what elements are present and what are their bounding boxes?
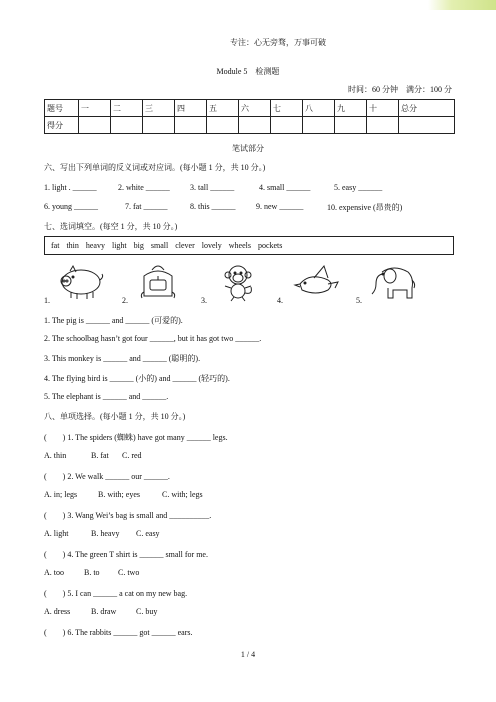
fill-sentence: 4. The flying bird is ______ (小的) and ______ (轻巧的).	[44, 374, 230, 383]
mc-question: ( ) 6. The rabbits ______ got ______ ears.	[44, 628, 193, 637]
section6-item: 10. expensive (昂贵的)	[327, 203, 403, 212]
score-cell: 三	[143, 100, 175, 117]
score-cell: 七	[271, 100, 303, 117]
mc-option: B. heavy	[91, 529, 120, 538]
score-cell: 八	[303, 100, 335, 117]
score-cell: 十	[367, 100, 399, 117]
section6-item: 1. light . ______	[44, 183, 97, 192]
score-cell: 六	[239, 100, 271, 117]
corner-decoration	[428, 0, 496, 10]
section6-item: 4. small ______	[259, 183, 311, 192]
section6-item: 6. young ______	[44, 202, 98, 211]
pig-icon	[53, 262, 105, 302]
section7-heading: 七、选词填空。(每空 1 分，共 10 分。)	[44, 222, 178, 231]
picture-label: 2.	[122, 296, 128, 305]
picture-label: 5.	[356, 296, 362, 305]
mc-question: ( ) 5. I can ______ a cat on my new bag.	[44, 589, 188, 598]
score-input-cell[interactable]	[111, 117, 143, 134]
word-bank: fat thin heavy light big small clever lovely wheels pockets	[44, 236, 454, 255]
score-cell: 总分	[399, 100, 455, 117]
score-cell: 二	[111, 100, 143, 117]
score-cell: 题号	[45, 100, 79, 117]
fill-sentence: 2. The schoolbag hasn’t got four ______, but it has got two ______.	[44, 334, 262, 343]
section6-heading: 六、写出下列单词的反义词或对应词。(每小题 1 分，共 10 分。)	[44, 163, 266, 172]
elephant-icon	[368, 262, 420, 302]
score-input-cell[interactable]	[143, 117, 175, 134]
mc-question: ( ) 3. Wang Wei’s bag is small and __________.	[44, 511, 212, 520]
score-input-cell[interactable]	[399, 117, 455, 134]
mc-option: B. with; eyes	[98, 490, 140, 499]
score-cell: 五	[207, 100, 239, 117]
mc-option: B. to	[84, 568, 100, 577]
mc-option: B. draw	[91, 607, 117, 616]
fill-sentence: 3. This monkey is ______ and ______ (聪明的).	[44, 354, 201, 363]
mc-question: ( ) 4. The green T shirt is ______ small for me.	[44, 550, 208, 559]
schoolbag-icon	[132, 262, 184, 302]
mc-option: A. light	[44, 529, 69, 538]
mc-question: ( ) 2. We walk ______ our ______.	[44, 472, 170, 481]
score-input-cell[interactable]	[175, 117, 207, 134]
written-part-label: 笔试部分	[232, 144, 264, 153]
mc-option: C. with; legs	[162, 490, 203, 499]
mc-question: ( ) 1. The spiders (蜘蛛) have got many ______ legs.	[44, 433, 228, 442]
picture-label: 4.	[277, 296, 283, 305]
mc-option: A. too	[44, 568, 64, 577]
score-input-cell[interactable]	[303, 117, 335, 134]
fill-sentence: 1. The pig is ______ and ______ (可爱的).	[44, 316, 183, 325]
section8-heading: 八、单项选择。(每小题 1 分，共 10 分。)	[44, 412, 186, 421]
mc-option: B. fat	[91, 451, 109, 460]
section6-item: 3. tall ______	[190, 183, 235, 192]
bird-icon	[292, 262, 344, 302]
fill-sentence: 5. The elephant is ______ and ______.	[44, 392, 169, 401]
score-input-cell[interactable]	[207, 117, 239, 134]
score-table-score-row	[45, 117, 455, 134]
score-cell: 四	[175, 100, 207, 117]
monkey-icon	[212, 262, 264, 302]
section6-item: 5. easy ______	[334, 183, 383, 192]
section6-item: 7. fat ______	[125, 202, 168, 211]
mc-option: A. in; legs	[44, 490, 78, 499]
page-title: Module 5 检测题	[216, 67, 280, 76]
section6-item: 8. this ______	[190, 202, 236, 211]
score-table	[44, 99, 455, 134]
mc-option: A. thin	[44, 451, 67, 460]
mc-option: C. two	[118, 568, 140, 577]
picture-label: 3.	[201, 296, 207, 305]
mc-option: C. buy	[136, 607, 158, 616]
mc-option: A. dress	[44, 607, 71, 616]
score-input-cell[interactable]	[79, 117, 111, 134]
header-slogan: 专注：心无旁骛，万事可破	[230, 38, 326, 47]
exam-meta: 时间：60 分钟 满分：100 分	[348, 85, 452, 94]
picture-label: 1.	[44, 296, 50, 305]
score-input-cell[interactable]	[271, 117, 303, 134]
score-input-cell[interactable]	[335, 117, 367, 134]
section6-item: 9. new ______	[256, 202, 304, 211]
score-cell: 九	[335, 100, 367, 117]
score-input-cell[interactable]	[239, 117, 271, 134]
mc-option: C. easy	[136, 529, 160, 538]
score-table-header-row	[45, 100, 455, 117]
score-cell: 一	[79, 100, 111, 117]
section6-item: 2. white ______	[118, 183, 170, 192]
score-cell: 得分	[45, 117, 79, 134]
page-number: 1 / 4	[240, 650, 256, 659]
score-input-cell[interactable]	[367, 117, 399, 134]
mc-option: C. red	[122, 451, 142, 460]
